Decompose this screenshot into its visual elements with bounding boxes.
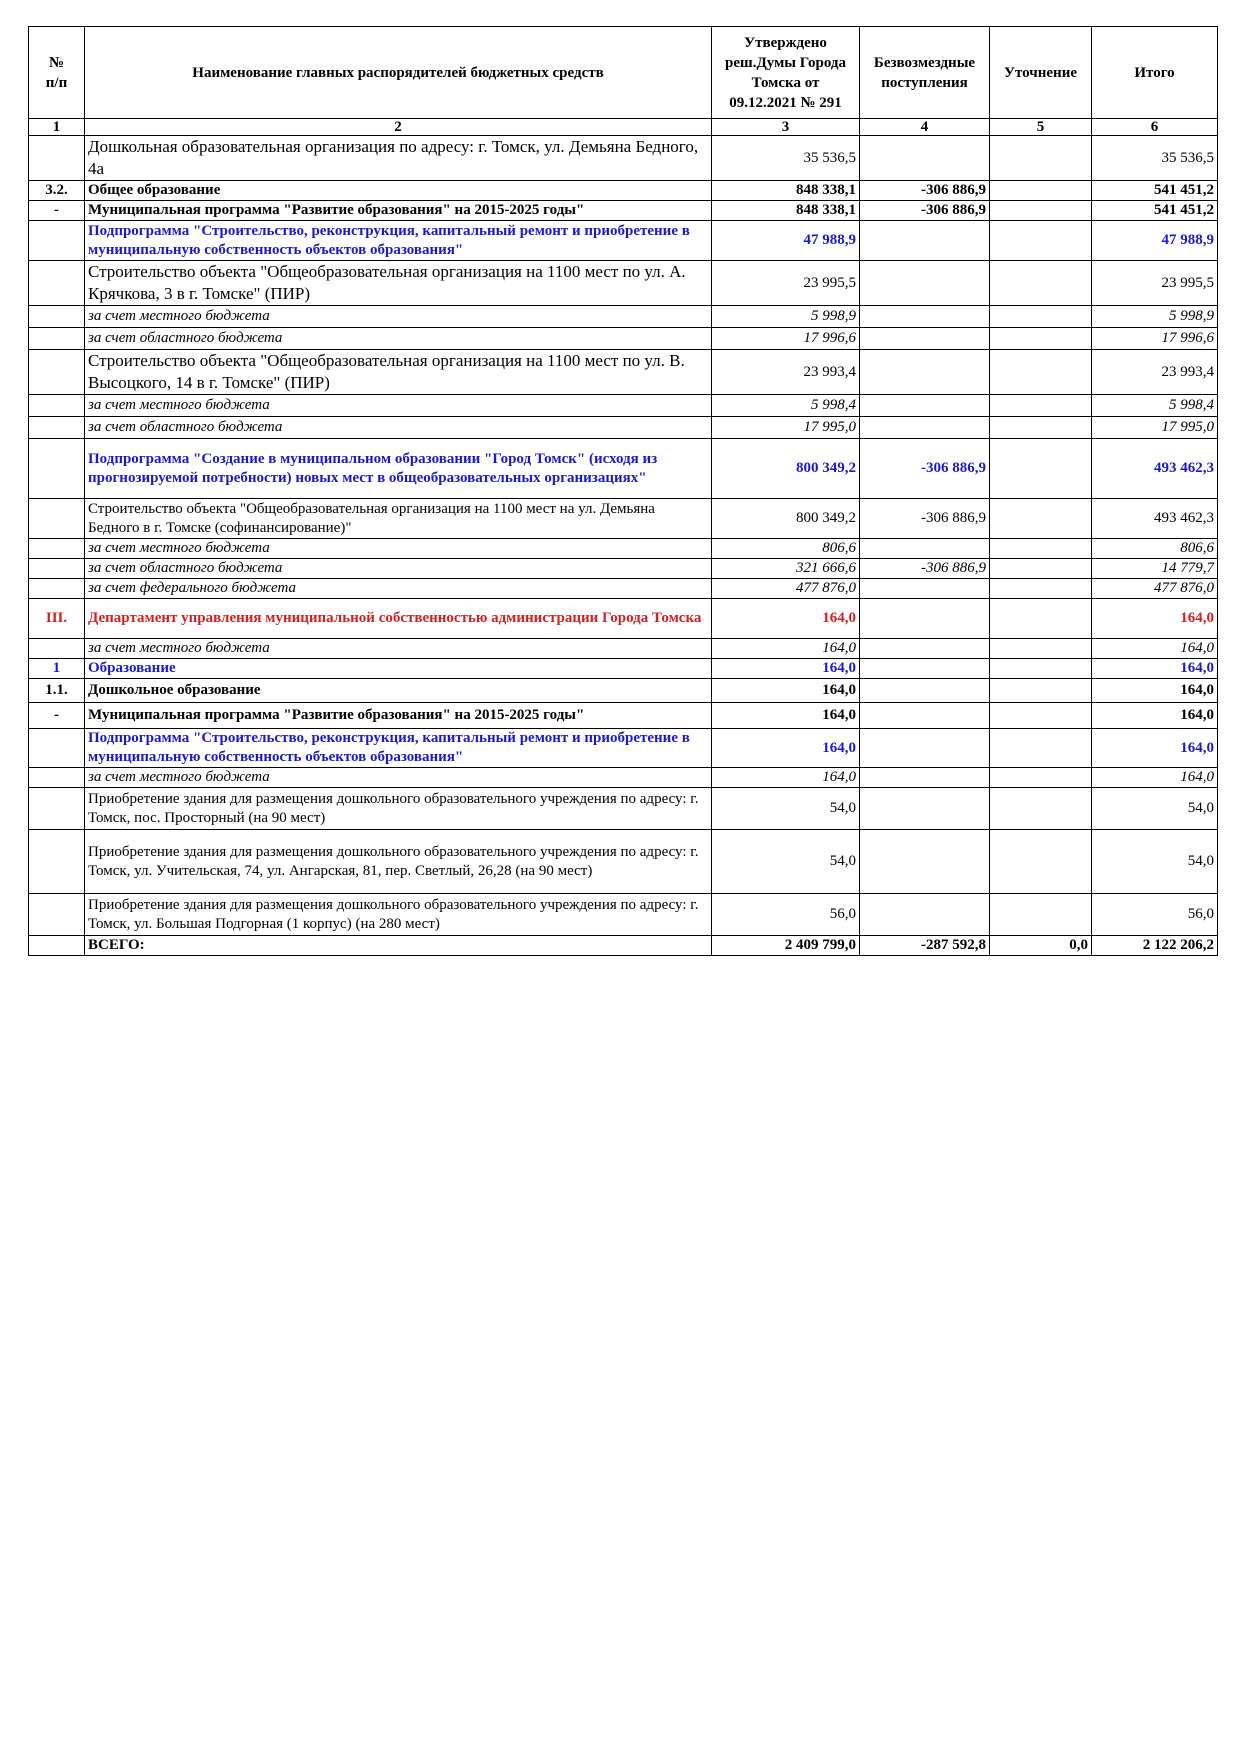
row-name: Дошкольное образование	[85, 679, 712, 703]
row-name: за счет местного бюджета	[85, 306, 712, 328]
table-row	[29, 679, 1218, 703]
row-total: 541 451,2	[1092, 181, 1218, 201]
table-row	[29, 439, 1218, 499]
header-num	[29, 27, 85, 119]
row-index: 1	[29, 659, 85, 679]
table-body	[29, 136, 1218, 956]
row-name: Дошкольная образовательная организация по адресу: г. Томск, ул. Демьяна Бедного, 4а	[85, 136, 712, 181]
row-index: 3.2.	[29, 181, 85, 201]
row-clarification	[990, 395, 1092, 417]
row-name: Подпрограмма "Строительство, реконструкция, капитальный ремонт и приобретение в муниципальную собственность объектов образования"	[85, 729, 712, 768]
row-clarification	[990, 499, 1092, 539]
row-clarification: 0,0	[990, 936, 1092, 956]
row-total: 35 536,5	[1092, 136, 1218, 181]
row-total: 47 988,9	[1092, 221, 1218, 261]
row-index	[29, 788, 85, 830]
row-approved: 164,0	[712, 703, 860, 729]
row-total: 164,0	[1092, 659, 1218, 679]
row-name: ВСЕГО:	[85, 936, 712, 956]
row-free-receipts	[860, 221, 990, 261]
row-name: Строительство объекта "Общеобразовательная организация на 1100 мест по ул. А. Крячкова, 3 в г. Томске" (ПИР)	[85, 261, 712, 306]
table-row	[29, 417, 1218, 439]
row-clarification	[990, 136, 1092, 181]
budget-table	[28, 26, 1218, 956]
row-free-receipts	[860, 639, 990, 659]
row-index	[29, 894, 85, 936]
row-approved: 806,6	[712, 539, 860, 559]
row-name: Муниципальная программа "Развитие образования" на 2015-2025 годы"	[85, 703, 712, 729]
row-approved: 164,0	[712, 659, 860, 679]
row-free-receipts	[860, 679, 990, 703]
row-index	[29, 417, 85, 439]
row-free-receipts	[860, 350, 990, 395]
column-number: 3	[712, 119, 860, 136]
row-clarification	[990, 894, 1092, 936]
table-row	[29, 559, 1218, 579]
row-clarification	[990, 181, 1092, 201]
row-clarification	[990, 559, 1092, 579]
row-approved: 800 349,2	[712, 499, 860, 539]
row-index	[29, 768, 85, 788]
row-name: Приобретение здания для размещения дошкольного образовательного учреждения по адресу: г. Томск, ул. Учительская, 74, ул. Ангарская, 81, пер. Светлый, 26,28 (на 90 мест)	[85, 830, 712, 894]
row-name: Подпрограмма "Строительство, реконструкция, капитальный ремонт и приобретение в муниципальную собственность объектов образования"	[85, 221, 712, 261]
row-name: за счет федерального бюджета	[85, 579, 712, 599]
header-approved	[712, 27, 860, 119]
row-name: за счет областного бюджета	[85, 417, 712, 439]
row-approved: 54,0	[712, 788, 860, 830]
row-name: Строительство объекта "Общеобразовательная организация на 1100 мест по ул. В. Высоцкого, 14 в г. Томске" (ПИР)	[85, 350, 712, 395]
header-row	[29, 27, 1218, 119]
header-free	[860, 27, 990, 119]
row-approved: 164,0	[712, 768, 860, 788]
row-free-receipts	[860, 703, 990, 729]
row-total: 493 462,3	[1092, 499, 1218, 539]
row-clarification	[990, 768, 1092, 788]
row-free-receipts	[860, 659, 990, 679]
row-index	[29, 539, 85, 559]
table-row	[29, 788, 1218, 830]
row-total: 541 451,2	[1092, 201, 1218, 221]
row-free-receipts: -306 886,9	[860, 439, 990, 499]
row-total: 14 779,7	[1092, 559, 1218, 579]
row-approved: 477 876,0	[712, 579, 860, 599]
column-number: 4	[860, 119, 990, 136]
row-index	[29, 830, 85, 894]
row-free-receipts	[860, 136, 990, 181]
row-total: 164,0	[1092, 679, 1218, 703]
row-name: за счет местного бюджета	[85, 768, 712, 788]
row-total: 477 876,0	[1092, 579, 1218, 599]
row-total: 54,0	[1092, 830, 1218, 894]
row-approved: 54,0	[712, 830, 860, 894]
row-free-receipts	[860, 579, 990, 599]
row-free-receipts	[860, 894, 990, 936]
row-clarification	[990, 328, 1092, 350]
row-index	[29, 261, 85, 306]
row-index	[29, 639, 85, 659]
column-number: 5	[990, 119, 1092, 136]
row-free-receipts: -306 886,9	[860, 499, 990, 539]
row-approved: 848 338,1	[712, 181, 860, 201]
row-clarification	[990, 703, 1092, 729]
row-name: Подпрограмма "Создание в муниципальном образовании "Город Томск" (исходя из прогнозируемой потребности) новых мест в общеобразовательных организациях"	[85, 439, 712, 499]
table-row	[29, 894, 1218, 936]
row-approved: 17 996,6	[712, 328, 860, 350]
table-row	[29, 350, 1218, 395]
row-clarification	[990, 639, 1092, 659]
row-total: 164,0	[1092, 703, 1218, 729]
row-name: Приобретение здания для размещения дошкольного образовательного учреждения по адресу: г. Томск, пос. Просторный (на 90 мест)	[85, 788, 712, 830]
row-clarification	[990, 579, 1092, 599]
row-clarification	[990, 261, 1092, 306]
row-name: Строительство объекта "Общеобразовательная организация на 1100 мест на ул. Демьяна Бедного в г. Томске (софинансирование)"	[85, 499, 712, 539]
row-total: 493 462,3	[1092, 439, 1218, 499]
row-total: 5 998,9	[1092, 306, 1218, 328]
table-row	[29, 395, 1218, 417]
row-approved: 23 993,4	[712, 350, 860, 395]
row-approved: 2 409 799,0	[712, 936, 860, 956]
header-num-text: № п/п	[45, 54, 68, 91]
table-row	[29, 830, 1218, 894]
row-approved: 164,0	[712, 729, 860, 768]
row-index	[29, 221, 85, 261]
row-total: 17 996,6	[1092, 328, 1218, 350]
row-free-receipts	[860, 539, 990, 559]
table-row	[29, 328, 1218, 350]
row-index	[29, 136, 85, 181]
header-name: Наименование главных распорядителей бюджетных средств	[85, 27, 712, 119]
row-clarification	[990, 221, 1092, 261]
table-row	[29, 221, 1218, 261]
row-index	[29, 439, 85, 499]
table-row	[29, 306, 1218, 328]
row-free-receipts	[860, 830, 990, 894]
row-approved: 164,0	[712, 639, 860, 659]
row-name: Муниципальная программа "Развитие образования" на 2015-2025 годы"	[85, 201, 712, 221]
column-number: 1	[29, 119, 85, 136]
table-row	[29, 181, 1218, 201]
header-approved-text: Утверждено реш.Думы Города Томска от 09.12.2021 № 291	[725, 34, 846, 111]
row-total: 23 995,5	[1092, 261, 1218, 306]
row-free-receipts	[860, 729, 990, 768]
column-number-row	[29, 119, 1218, 136]
row-clarification	[990, 729, 1092, 768]
row-total: 164,0	[1092, 599, 1218, 639]
header-free-text: Безвозмездные поступления	[873, 54, 976, 91]
table-row	[29, 639, 1218, 659]
row-total: 17 995,0	[1092, 417, 1218, 439]
row-clarification	[990, 599, 1092, 639]
row-approved: 800 349,2	[712, 439, 860, 499]
row-free-receipts: -306 886,9	[860, 181, 990, 201]
row-approved: 321 666,6	[712, 559, 860, 579]
row-approved: 848 338,1	[712, 201, 860, 221]
row-free-receipts	[860, 417, 990, 439]
row-total: 2 122 206,2	[1092, 936, 1218, 956]
table-row	[29, 768, 1218, 788]
row-index	[29, 579, 85, 599]
row-clarification	[990, 417, 1092, 439]
row-name: Приобретение здания для размещения дошкольного образовательного учреждения по адресу: г. Томск, ул. Большая Подгорная (1 корпус) (на 280 мест)	[85, 894, 712, 936]
row-total: 5 998,4	[1092, 395, 1218, 417]
table-row	[29, 659, 1218, 679]
row-free-receipts	[860, 261, 990, 306]
row-approved: 56,0	[712, 894, 860, 936]
header-clarification: Уточнение	[990, 27, 1092, 119]
table-row	[29, 261, 1218, 306]
row-approved: 23 995,5	[712, 261, 860, 306]
row-free-receipts	[860, 328, 990, 350]
row-index: 1.1.	[29, 679, 85, 703]
row-approved: 5 998,9	[712, 306, 860, 328]
row-total: 56,0	[1092, 894, 1218, 936]
row-free-receipts	[860, 395, 990, 417]
row-approved: 164,0	[712, 599, 860, 639]
row-approved: 35 536,5	[712, 136, 860, 181]
row-index	[29, 499, 85, 539]
row-total: 164,0	[1092, 639, 1218, 659]
row-index	[29, 559, 85, 579]
row-name: за счет областного бюджета	[85, 559, 712, 579]
row-approved: 164,0	[712, 679, 860, 703]
row-approved: 47 988,9	[712, 221, 860, 261]
row-total: 806,6	[1092, 539, 1218, 559]
row-clarification	[990, 439, 1092, 499]
row-clarification	[990, 788, 1092, 830]
row-index	[29, 729, 85, 768]
row-clarification	[990, 306, 1092, 328]
row-index	[29, 306, 85, 328]
row-free-receipts	[860, 768, 990, 788]
row-free-receipts: -306 886,9	[860, 201, 990, 221]
row-index: -	[29, 703, 85, 729]
row-approved: 5 998,4	[712, 395, 860, 417]
row-index	[29, 395, 85, 417]
row-index: III.	[29, 599, 85, 639]
row-total: 54,0	[1092, 788, 1218, 830]
row-name: Образование	[85, 659, 712, 679]
row-free-receipts: -306 886,9	[860, 559, 990, 579]
column-number: 2	[85, 119, 712, 136]
row-total: 23 993,4	[1092, 350, 1218, 395]
row-name: за счет местного бюджета	[85, 395, 712, 417]
row-free-receipts	[860, 306, 990, 328]
row-total: 164,0	[1092, 729, 1218, 768]
row-index: -	[29, 201, 85, 221]
row-index	[29, 936, 85, 956]
table-row	[29, 579, 1218, 599]
row-free-receipts	[860, 788, 990, 830]
row-clarification	[990, 350, 1092, 395]
total-row	[29, 936, 1218, 956]
row-free-receipts: -287 592,8	[860, 936, 990, 956]
table-row	[29, 136, 1218, 181]
column-number: 6	[1092, 119, 1218, 136]
row-name: Департамент управления муниципальной собственностью администрации Города Томска	[85, 599, 712, 639]
row-total: 164,0	[1092, 768, 1218, 788]
row-name: за счет местного бюджета	[85, 539, 712, 559]
row-name: Общее образование	[85, 181, 712, 201]
row-clarification	[990, 679, 1092, 703]
table-row	[29, 703, 1218, 729]
table-row	[29, 499, 1218, 539]
row-clarification	[990, 659, 1092, 679]
row-name: за счет местного бюджета	[85, 639, 712, 659]
row-name: за счет областного бюджета	[85, 328, 712, 350]
row-index	[29, 350, 85, 395]
table-row	[29, 539, 1218, 559]
table-row	[29, 599, 1218, 639]
row-approved: 17 995,0	[712, 417, 860, 439]
table-row	[29, 729, 1218, 768]
row-free-receipts	[860, 599, 990, 639]
table-row	[29, 201, 1218, 221]
row-clarification	[990, 830, 1092, 894]
row-index	[29, 328, 85, 350]
header-total: Итого	[1092, 27, 1218, 119]
row-clarification	[990, 539, 1092, 559]
row-clarification	[990, 201, 1092, 221]
